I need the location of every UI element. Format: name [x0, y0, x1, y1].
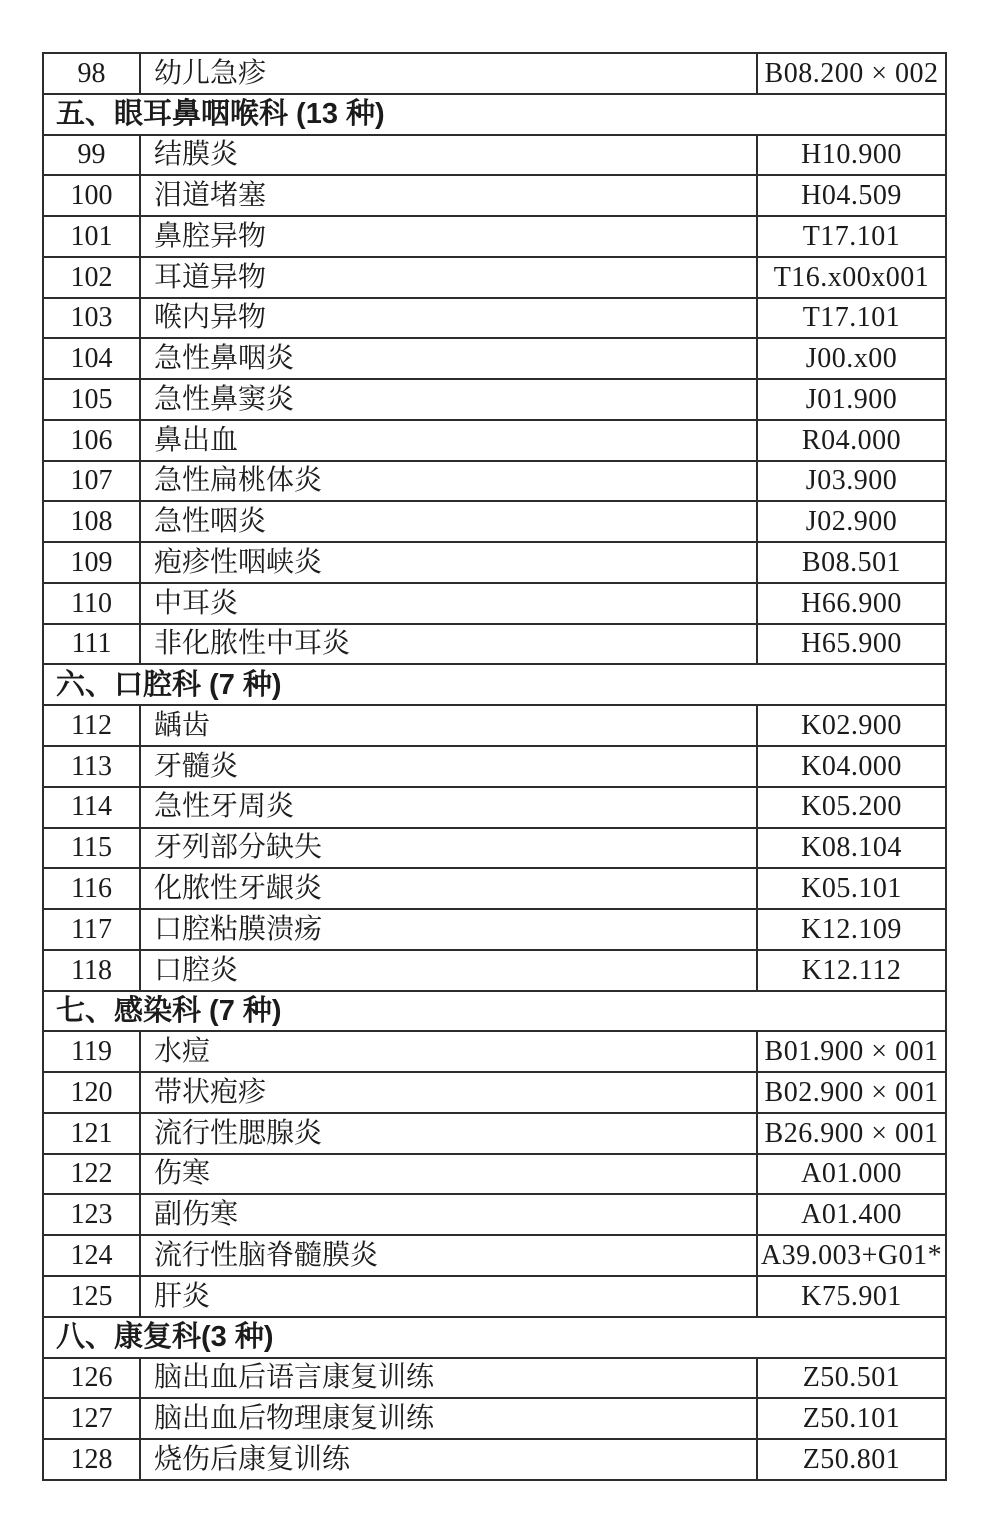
- table-row: [43, 909, 946, 950]
- row-number: 105: [43, 379, 140, 420]
- disease-code: H65.900: [757, 624, 946, 665]
- disease-name: 急性鼻咽炎: [140, 338, 757, 379]
- section-header-row: [43, 1317, 946, 1358]
- row-number: 122: [43, 1154, 140, 1195]
- row-number: 106: [43, 420, 140, 461]
- disease-name: 鼻出血: [140, 420, 757, 461]
- row-number: 110: [43, 583, 140, 624]
- row-number: 119: [43, 1031, 140, 1072]
- disease-name: 带状疱疹: [140, 1072, 757, 1113]
- table-row: [43, 461, 946, 502]
- row-number: 123: [43, 1194, 140, 1235]
- table-row: [43, 746, 946, 787]
- table-row: [43, 1194, 946, 1235]
- disease-name: 流行性脑脊髓膜炎: [140, 1235, 757, 1276]
- disease-code: K12.112: [757, 950, 946, 991]
- table-row: [43, 135, 946, 176]
- disease-code: B08.200 × 002: [757, 53, 946, 94]
- disease-code: K75.901: [757, 1276, 946, 1317]
- row-number: 103: [43, 298, 140, 339]
- disease-name: 耳道异物: [140, 257, 757, 298]
- disease-code: K04.000: [757, 746, 946, 787]
- row-number: 118: [43, 950, 140, 991]
- table-row: [43, 1154, 946, 1195]
- disease-code: K05.200: [757, 787, 946, 828]
- table-row: [43, 705, 946, 746]
- disease-code: T16.x00x001: [757, 257, 946, 298]
- disease-name: 急性牙周炎: [140, 787, 757, 828]
- table-row: [43, 420, 946, 461]
- row-number: 101: [43, 216, 140, 257]
- row-number: 127: [43, 1398, 140, 1439]
- table-row: [43, 583, 946, 624]
- row-number: 116: [43, 868, 140, 909]
- row-number: 125: [43, 1276, 140, 1317]
- row-number: 115: [43, 828, 140, 869]
- disease-code: A39.003+G01*: [757, 1235, 946, 1276]
- row-number: 99: [43, 135, 140, 176]
- disease-name: 疱疹性咽峡炎: [140, 542, 757, 583]
- disease-name: 副伤寒: [140, 1194, 757, 1235]
- disease-code: B08.501: [757, 542, 946, 583]
- row-number: 113: [43, 746, 140, 787]
- table-row: [43, 1276, 946, 1317]
- section-title: 八、康复科(3 种): [43, 1317, 946, 1358]
- row-number: 107: [43, 461, 140, 502]
- row-number: 117: [43, 909, 140, 950]
- disease-name: 喉内异物: [140, 298, 757, 339]
- disease-name: 口腔粘膜溃疡: [140, 909, 757, 950]
- table-row: [43, 338, 946, 379]
- row-number: 100: [43, 175, 140, 216]
- disease-name: 非化脓性中耳炎: [140, 624, 757, 665]
- row-number: 114: [43, 787, 140, 828]
- table-row: [43, 257, 946, 298]
- row-number: 109: [43, 542, 140, 583]
- table-row: [43, 787, 946, 828]
- section-title: 五、眼耳鼻咽喉科 (13 种): [43, 94, 946, 135]
- table-row: [43, 868, 946, 909]
- disease-name: 化脓性牙龈炎: [140, 868, 757, 909]
- disease-code: A01.400: [757, 1194, 946, 1235]
- row-number: 121: [43, 1113, 140, 1154]
- table-row: [43, 1113, 946, 1154]
- disease-name: 肝炎: [140, 1276, 757, 1317]
- section-title: 七、感染科 (7 种): [43, 991, 946, 1032]
- row-number: 98: [43, 53, 140, 94]
- disease-name: 结膜炎: [140, 135, 757, 176]
- row-number: 120: [43, 1072, 140, 1113]
- disease-name: 烧伤后康复训练: [140, 1439, 757, 1480]
- table-row: [43, 1235, 946, 1276]
- row-number: 111: [43, 624, 140, 665]
- section-header-row: [43, 991, 946, 1032]
- disease-name: 鼻腔异物: [140, 216, 757, 257]
- disease-code: B26.900 × 001: [757, 1113, 946, 1154]
- disease-code: H04.509: [757, 175, 946, 216]
- disease-name: 龋齿: [140, 705, 757, 746]
- table-row: [43, 53, 946, 94]
- table-row: [43, 950, 946, 991]
- table-row: [43, 175, 946, 216]
- disease-code: Z50.501: [757, 1358, 946, 1399]
- table-row: [43, 1398, 946, 1439]
- disease-name: 急性鼻窦炎: [140, 379, 757, 420]
- disease-name: 脑出血后语言康复训练: [140, 1358, 757, 1399]
- disease-name: 水痘: [140, 1031, 757, 1072]
- disease-name: 急性咽炎: [140, 501, 757, 542]
- disease-code: J02.900: [757, 501, 946, 542]
- disease-code: K02.900: [757, 705, 946, 746]
- disease-code: H66.900: [757, 583, 946, 624]
- disease-name: 牙列部分缺失: [140, 828, 757, 869]
- row-number: 128: [43, 1439, 140, 1480]
- diagnosis-code-table: [42, 52, 947, 1481]
- disease-code: A01.000: [757, 1154, 946, 1195]
- table-row: [43, 624, 946, 665]
- disease-code: H10.900: [757, 135, 946, 176]
- row-number: 124: [43, 1235, 140, 1276]
- disease-code: K08.104: [757, 828, 946, 869]
- table-row: [43, 828, 946, 869]
- table-row: [43, 379, 946, 420]
- disease-name: 幼儿急疹: [140, 53, 757, 94]
- disease-name: 口腔炎: [140, 950, 757, 991]
- row-number: 108: [43, 501, 140, 542]
- row-number: 102: [43, 257, 140, 298]
- disease-code: J01.900: [757, 379, 946, 420]
- table-row: [43, 216, 946, 257]
- table-row: [43, 501, 946, 542]
- section-title: 六、口腔科 (7 种): [43, 664, 946, 705]
- diagnosis-table-body: [43, 53, 946, 1480]
- disease-code: J00.x00: [757, 338, 946, 379]
- disease-code: T17.101: [757, 298, 946, 339]
- section-header-row: [43, 664, 946, 705]
- disease-code: Z50.801: [757, 1439, 946, 1480]
- disease-code: T17.101: [757, 216, 946, 257]
- row-number: 104: [43, 338, 140, 379]
- disease-name: 流行性腮腺炎: [140, 1113, 757, 1154]
- row-number: 112: [43, 705, 140, 746]
- table-row: [43, 1439, 946, 1480]
- table-row: [43, 542, 946, 583]
- disease-code: K12.109: [757, 909, 946, 950]
- table-row: [43, 298, 946, 339]
- disease-code: Z50.101: [757, 1398, 946, 1439]
- disease-name: 急性扁桃体炎: [140, 461, 757, 502]
- disease-code: B02.900 × 001: [757, 1072, 946, 1113]
- disease-code: K05.101: [757, 868, 946, 909]
- table-row: [43, 1072, 946, 1113]
- disease-code: R04.000: [757, 420, 946, 461]
- disease-code: J03.900: [757, 461, 946, 502]
- table-row: [43, 1031, 946, 1072]
- disease-name: 牙髓炎: [140, 746, 757, 787]
- row-number: 126: [43, 1358, 140, 1399]
- disease-name: 伤寒: [140, 1154, 757, 1195]
- disease-name: 中耳炎: [140, 583, 757, 624]
- table-row: [43, 1358, 946, 1399]
- disease-name: 脑出血后物理康复训练: [140, 1398, 757, 1439]
- disease-code: B01.900 × 001: [757, 1031, 946, 1072]
- disease-name: 泪道堵塞: [140, 175, 757, 216]
- section-header-row: [43, 94, 946, 135]
